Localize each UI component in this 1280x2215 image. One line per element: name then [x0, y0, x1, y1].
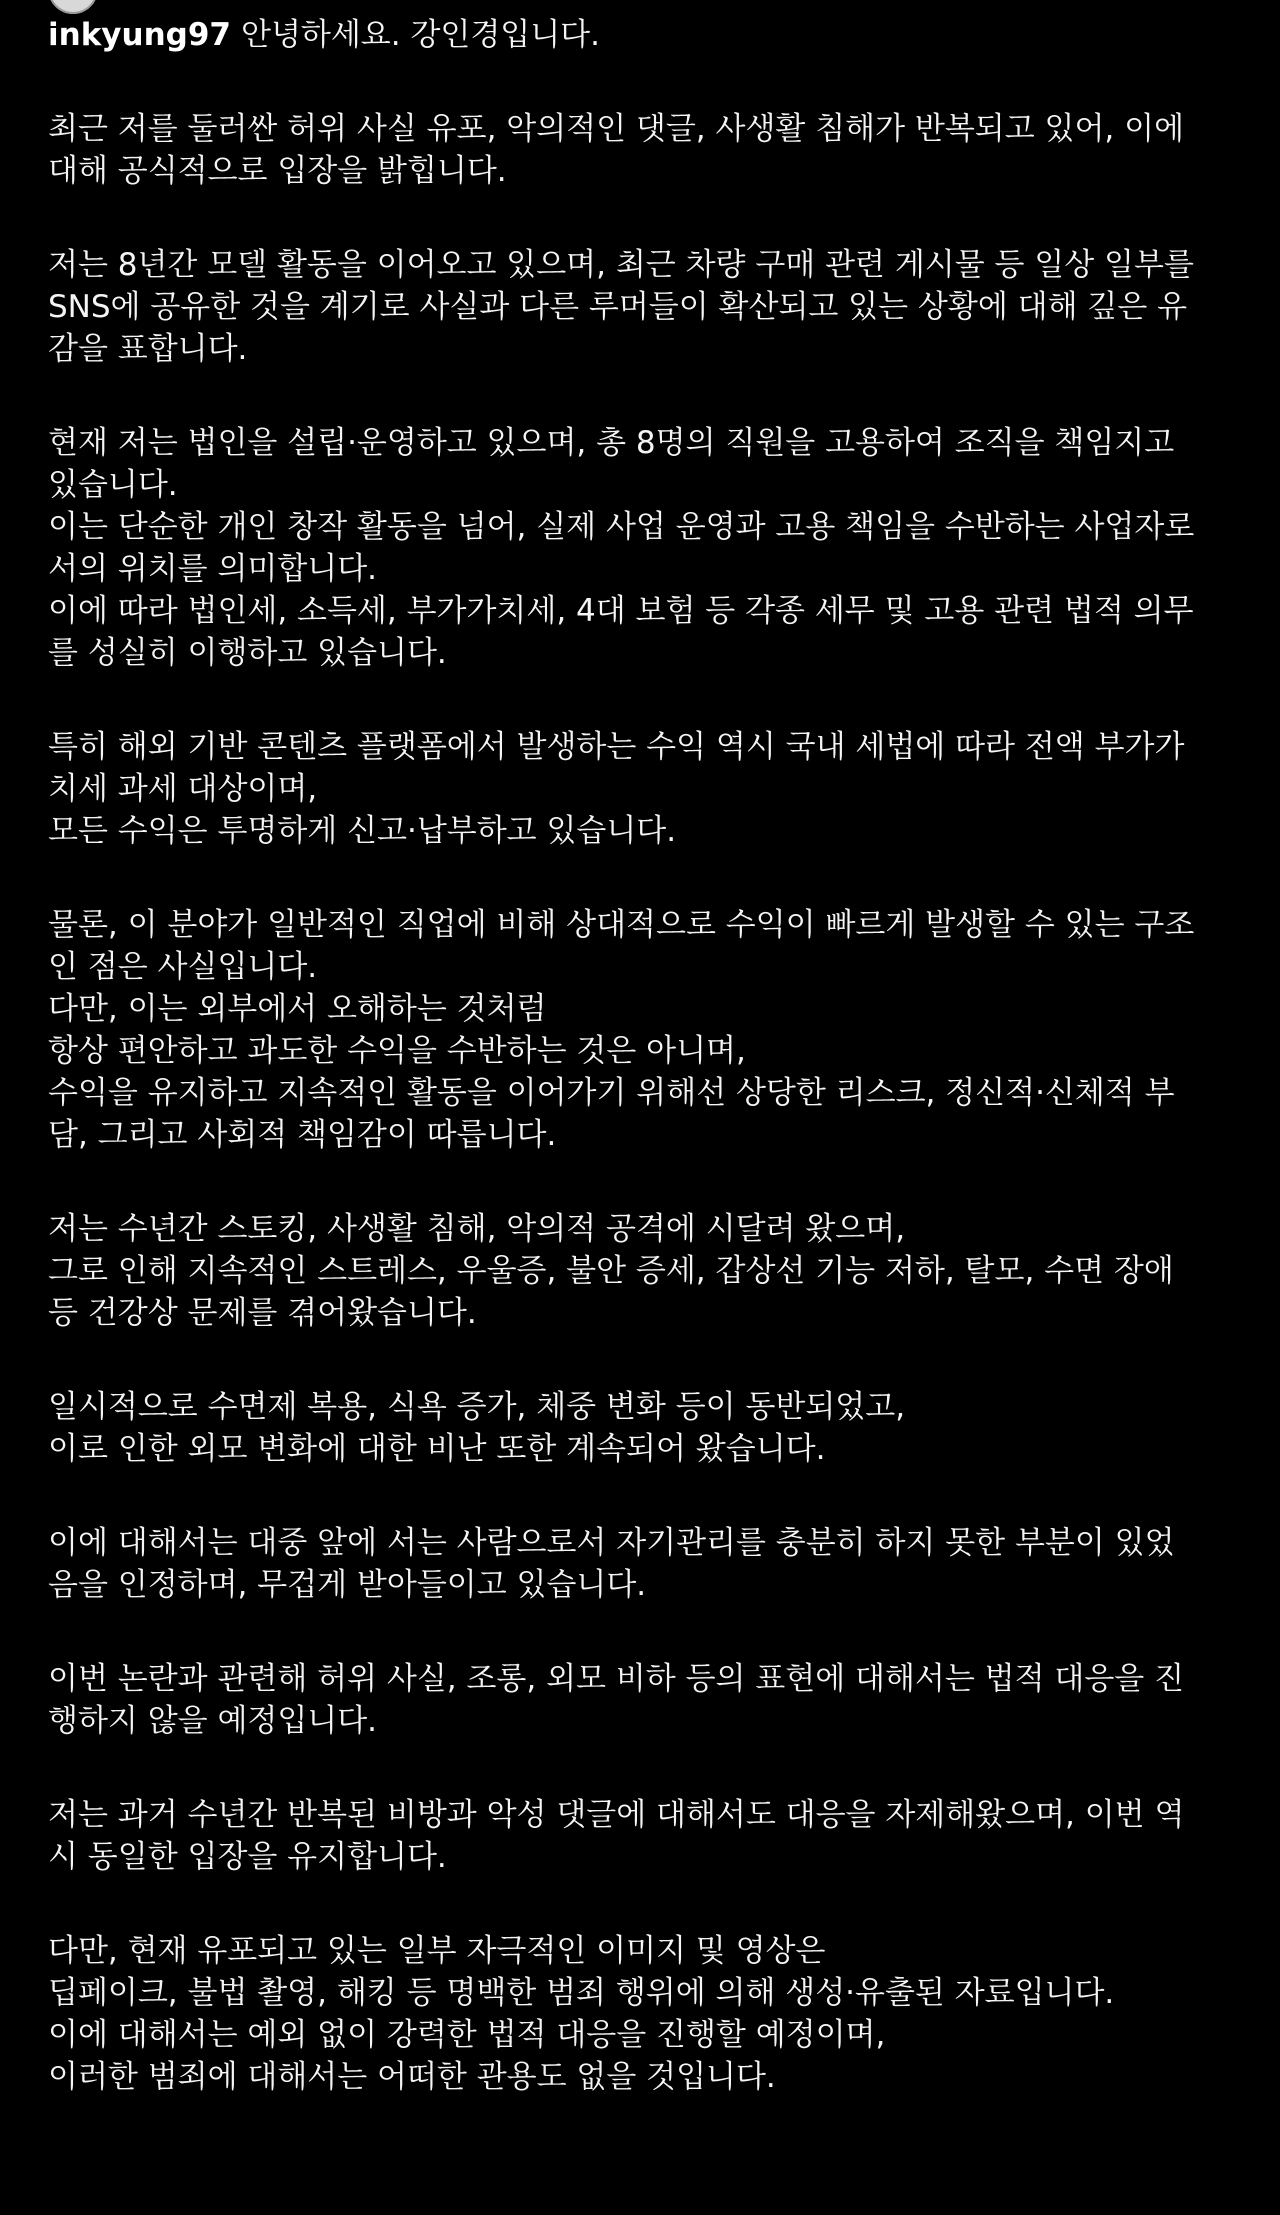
- caption-line: 딥페이크, 불법 촬영, 해킹 등 명백한 범죄 행위에 의해 생성·유출된 자료입니다.: [48, 1975, 1115, 2011]
- caption-line: 수익을 유지하고 지속적인 활동을 이어가기 위해선 상당한 리스크, 정신적·신체적 부: [48, 1075, 1175, 1111]
- caption-line: 행하지 않을 예정입니다.: [48, 1703, 378, 1739]
- post-caption: [48, 14, 1236, 2098]
- caption-line: 이러한 범죄에 대해서는 어떠한 관용도 없을 것입니다.: [48, 2059, 776, 2095]
- caption-line: 시 동일한 입장을 유지합니다.: [48, 1839, 447, 1875]
- post-header-strip: [0, 0, 1280, 14]
- caption-line: 인 점은 사실입니다.: [48, 949, 318, 985]
- caption-line: 서의 위치를 의미합니다.: [48, 551, 378, 587]
- username-link[interactable]: inkyung97: [48, 17, 231, 53]
- caption-line: 이로 인한 외모 변화에 대한 비난 또한 계속되어 왔습니다.: [48, 1431, 826, 1467]
- caption-line: 이에 따라 법인세, 소득세, 부가가치세, 4대 보험 등 각종 세무 및 고용 관련 법적 의무: [48, 593, 1194, 629]
- caption-line: 저는 8년간 모델 활동을 이어오고 있으며, 최근 차량 구매 관련 게시물 등 일상 일부를: [48, 247, 1194, 283]
- caption-line: 그로 인해 지속적인 스트레스, 우울증, 불안 증세, 갑상선 기능 저하, 탈모, 수면 장애: [48, 1253, 1174, 1289]
- caption-line: 항상 편안하고 과도한 수익을 수반하는 것은 아니며,: [48, 1033, 746, 1069]
- caption-line: 대해 공식적으로 입장을 밝힙니다.: [48, 153, 507, 189]
- caption-line: 음을 인정하며, 무겁게 받아들이고 있습니다.: [48, 1567, 647, 1603]
- caption-line: 다만, 현재 유포되고 있는 일부 자극적인 이미지 및 영상은: [48, 1933, 826, 1969]
- caption-line: 저는 과거 수년간 반복된 비방과 악성 댓글에 대해서도 대응을 자제해왔으며, 이번 역: [48, 1797, 1185, 1833]
- caption-line: 특히 해외 기반 콘텐츠 플랫폼에서 발생하는 수익 역시 국내 세법에 따라 전액 부가가: [48, 729, 1185, 765]
- caption-line: 감을 표합니다.: [48, 331, 248, 367]
- greeting-text: 안녕하세요. 강인경입니다.: [241, 17, 600, 53]
- caption-line: 물론, 이 분야가 일반적인 직업에 비해 상대적으로 수익이 빠르게 발생할 수 있는 구조: [48, 907, 1195, 943]
- caption-line: 최근 저를 둘러싼 허위 사실 유포, 악의적인 댓글, 사생활 침해가 반복되고 있어, 이에: [48, 111, 1185, 147]
- profile-avatar[interactable]: [48, 0, 98, 14]
- caption-first-line: [48, 14, 1236, 56]
- caption-line: 이는 단순한 개인 창작 활동을 넘어, 실제 사업 운영과 고용 책임을 수반하는 사업자로: [48, 509, 1195, 545]
- caption-line: 담, 그리고 사회적 책임감이 따릅니다.: [48, 1117, 557, 1153]
- caption-line: 치세 과세 대상이며,: [48, 771, 318, 807]
- caption-line: 를 성실히 이행하고 있습니다.: [48, 635, 447, 671]
- caption-line: 등 건강상 문제를 겪어왔습니다.: [48, 1295, 477, 1331]
- caption-line: 이번 논란과 관련해 허위 사실, 조롱, 외모 비하 등의 표현에 대해서는 법적 대응을 진: [48, 1661, 1185, 1697]
- caption-line: 이에 대해서는 예외 없이 강력한 법적 대응을 진행할 예정이며,: [48, 2017, 886, 2053]
- caption-line: 다만, 이는 외부에서 오해하는 것처럼: [48, 991, 547, 1027]
- caption-line: 이에 대해서는 대중 앞에 서는 사람으로서 자기관리를 충분히 하지 못한 부분이 있었: [48, 1525, 1175, 1561]
- caption-line: 일시적으로 수면제 복용, 식욕 증가, 체중 변화 등이 동반되었고,: [48, 1389, 906, 1425]
- caption-line: 있습니다.: [48, 467, 178, 503]
- caption-line: 모든 수익은 투명하게 신고·납부하고 있습니다.: [48, 813, 677, 849]
- caption-line: SNS에 공유한 것을 계기로 사실과 다른 루머들이 확산되고 있는 상황에 대해 깊은 유: [48, 289, 1188, 325]
- caption-line: 현재 저는 법인을 설립·운영하고 있으며, 총 8명의 직원을 고용하여 조직을 책임지고: [48, 425, 1175, 461]
- caption-line: 저는 수년간 스토킹, 사생활 침해, 악의적 공격에 시달려 왔으며,: [48, 1211, 906, 1247]
